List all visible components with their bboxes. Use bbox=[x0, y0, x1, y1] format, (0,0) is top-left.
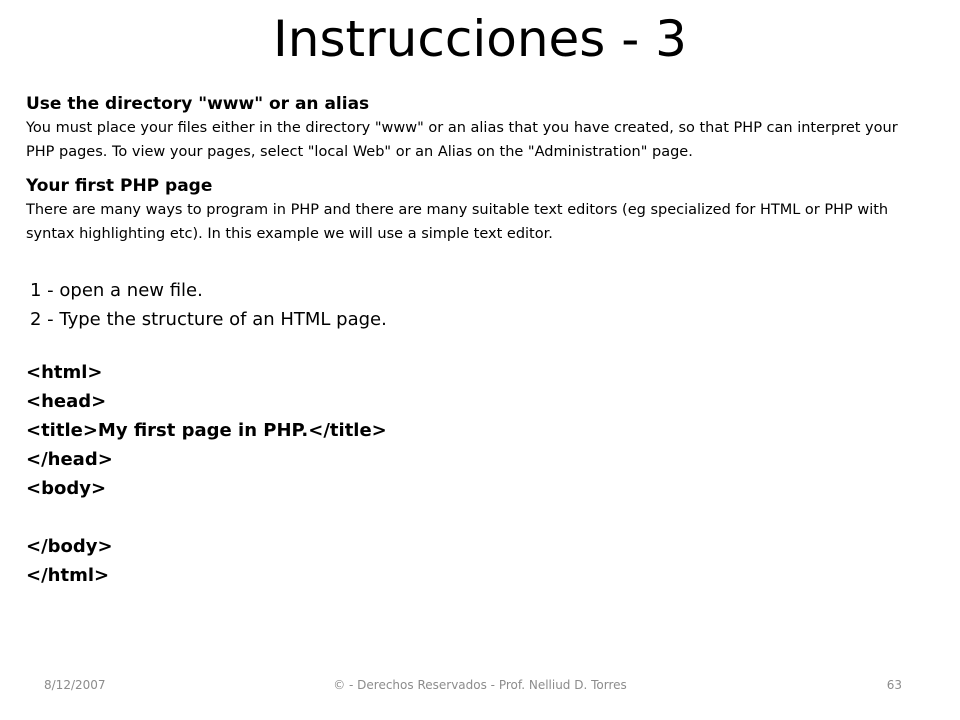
footer-date: 8/12/2007 bbox=[44, 678, 106, 692]
slide-content bbox=[26, 92, 916, 590]
code-line: <body> bbox=[26, 478, 107, 499]
footer-page-number: 63 bbox=[886, 678, 902, 692]
step-item: 1 - open a new file. bbox=[30, 280, 203, 301]
section-heading: Use the directory "www" or an alias bbox=[26, 94, 370, 114]
code-line: </html> bbox=[26, 565, 110, 586]
section-heading: Your first PHP page bbox=[26, 176, 213, 196]
code-line-blank bbox=[26, 503, 916, 532]
code-line: <title>My first page in PHP.</title> bbox=[26, 420, 387, 441]
code-line: </head> bbox=[26, 449, 113, 470]
steps-list bbox=[26, 276, 916, 334]
html-code-block bbox=[26, 358, 916, 590]
section-first-php-page bbox=[26, 174, 916, 246]
section-directory bbox=[26, 92, 916, 164]
code-line: </body> bbox=[26, 536, 113, 557]
code-line: <head> bbox=[26, 391, 107, 412]
footer-copyright: © - Derechos Reservados - Prof. Nelliud D. Torres bbox=[333, 678, 627, 692]
section-body: There are many ways to program in PHP and there are many suitable text editors (eg specialized for HTML or PHP with syntax highlighting etc). In this example we will use a simple text editor. bbox=[26, 202, 889, 242]
code-line: <html> bbox=[26, 362, 103, 383]
slide-title: Instrucciones - 3 bbox=[273, 10, 687, 68]
section-body: You must place your files either in the directory "www" or an alias that you have created, so that PHP can interpret your PHP pages. To view your pages, select "local Web" or an Alias on the "Administration" page. bbox=[26, 120, 898, 160]
step-item: 2 - Type the structure of an HTML page. bbox=[30, 309, 387, 330]
